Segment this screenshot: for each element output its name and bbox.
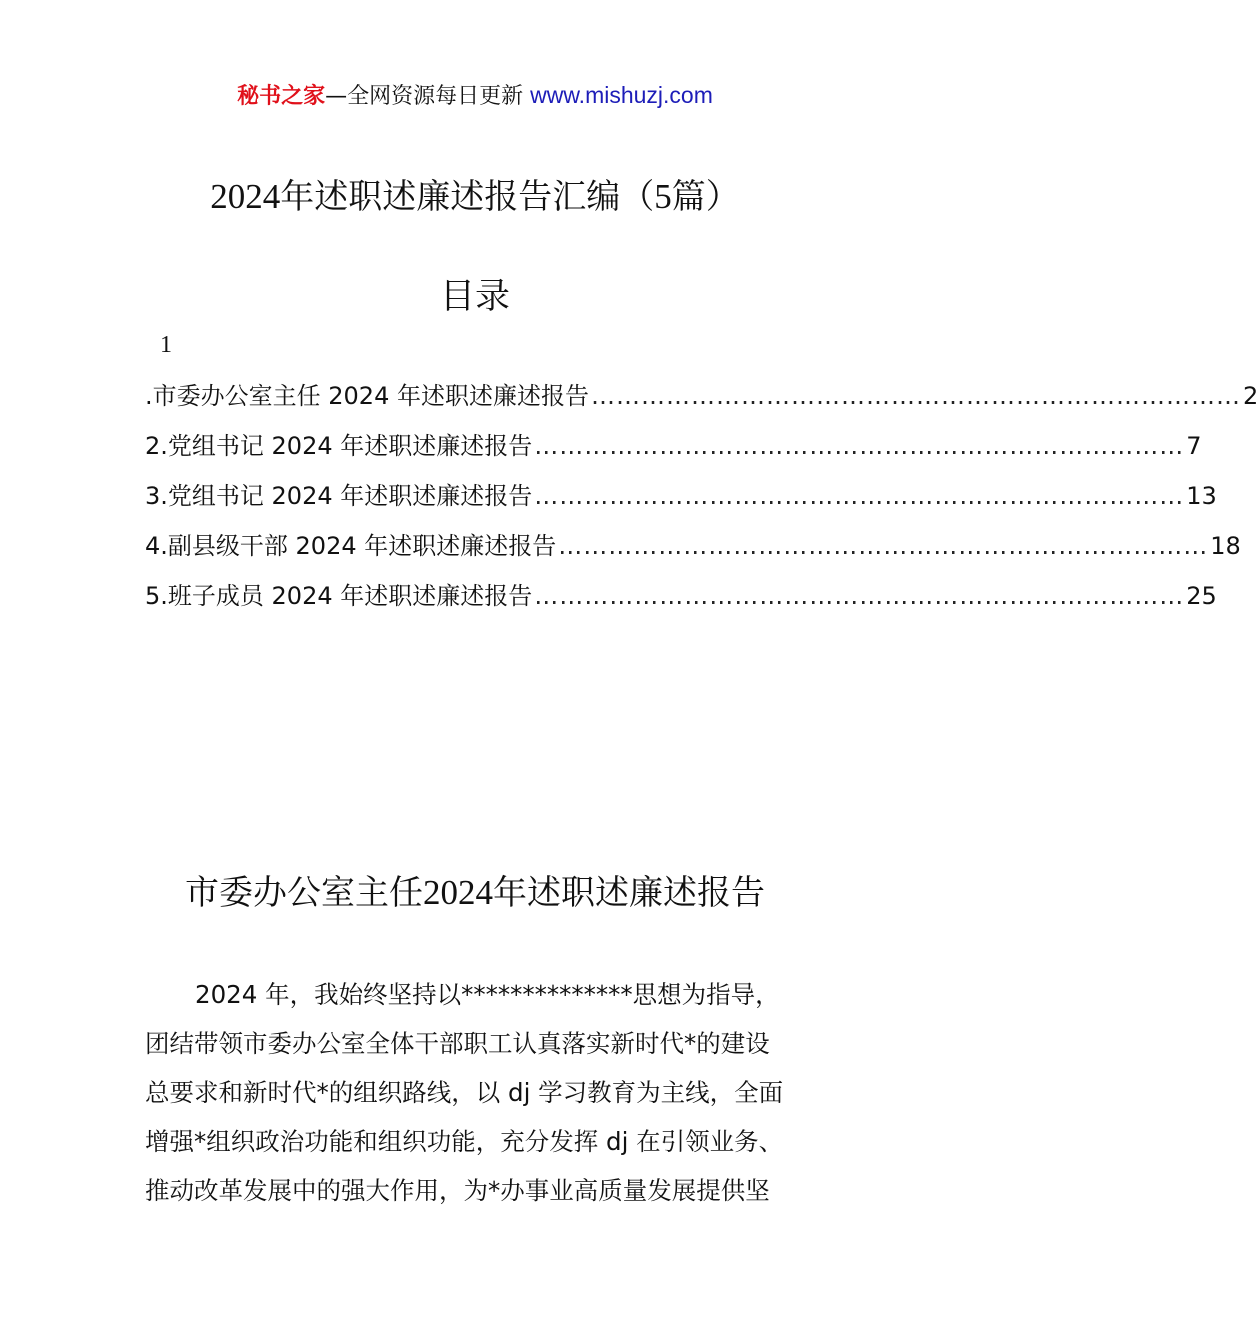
- document-title: [0, 172, 950, 222]
- toc-entry-page: 2: [1242, 382, 1258, 410]
- site-tagline: —全网资源每日更新: [325, 84, 531, 109]
- toc-entry-label: 2.党组书记 2024 年述职述廉述报告: [145, 432, 533, 460]
- toc-entry-label: 3.党组书记 2024 年述职述廉述报告: [145, 482, 533, 510]
- site-header: [0, 78, 950, 114]
- document-title-text: 年述职述廉述报告汇编（: [280, 177, 655, 217]
- section-title: [0, 866, 950, 920]
- toc-entry-label: .市委办公室主任 2024 年述职述廉述报告: [145, 382, 589, 410]
- toc-entry-page: 18: [1210, 532, 1241, 560]
- paragraph-line: 总要求和新时代*的组织路线，以 dj 学习教育为主线，全面: [145, 1078, 784, 1107]
- toc-stray-number: 1: [160, 332, 172, 358]
- toc-entry-label: 5.班子成员 2024 年述职述廉述报告: [145, 582, 533, 610]
- toc-entry-page: 7: [1186, 432, 1202, 460]
- toc-leader-dots: ……………………………………………………………………: [534, 432, 1185, 460]
- toc-entry-3[interactable]: [145, 477, 1217, 527]
- toc-heading: 目录: [439, 277, 510, 317]
- toc-entry-label: 4.副县级干部 2024 年述职述廉述报告: [145, 532, 557, 560]
- paragraph-line: 推动改革发展中的强大作用，为*办事业高质量发展提供坚: [145, 1176, 770, 1205]
- toc-leader-dots: ……………………………………………………………………: [534, 482, 1185, 510]
- document-title-end: 篇）: [671, 177, 740, 217]
- toc-entry-1[interactable]: [145, 377, 1258, 427]
- report-paragraph: [145, 970, 810, 1215]
- toc-leader-dots: ……………………………………………………………………: [590, 382, 1241, 410]
- document-title-count: 5: [654, 177, 672, 216]
- table-of-contents: [145, 377, 1258, 627]
- toc-entry-2[interactable]: [145, 427, 1202, 477]
- site-url-link[interactable]: www.mishuzj.com: [530, 82, 713, 108]
- brand-name: 秘书之家: [237, 84, 326, 109]
- paragraph-line: 2024 年，我始终坚持以**************思想为指导，: [195, 980, 780, 1009]
- toc-entry-4[interactable]: [145, 527, 1241, 577]
- toc-entry-5[interactable]: [145, 577, 1217, 627]
- section-title-year: 2024: [423, 873, 493, 912]
- toc-entry-page: 25: [1186, 582, 1217, 610]
- toc-leader-dots: ……………………………………………………………………: [534, 582, 1185, 610]
- document-title-year: 2024: [210, 177, 281, 216]
- section-title-pre: 市委办公室主任: [185, 873, 423, 913]
- section-title-post: 年述职述廉述报告: [493, 873, 765, 913]
- toc-entry-page: 13: [1186, 482, 1217, 510]
- toc-leader-dots: ……………………………………………………………………: [558, 532, 1209, 560]
- paragraph-line: 增强*组织政治功能和组织功能，充分发挥 dj 在引领业务、: [145, 1127, 784, 1156]
- paragraph-line: 团结带领市委办公室全体干部职工认真落实新时代*的建设: [145, 1029, 770, 1058]
